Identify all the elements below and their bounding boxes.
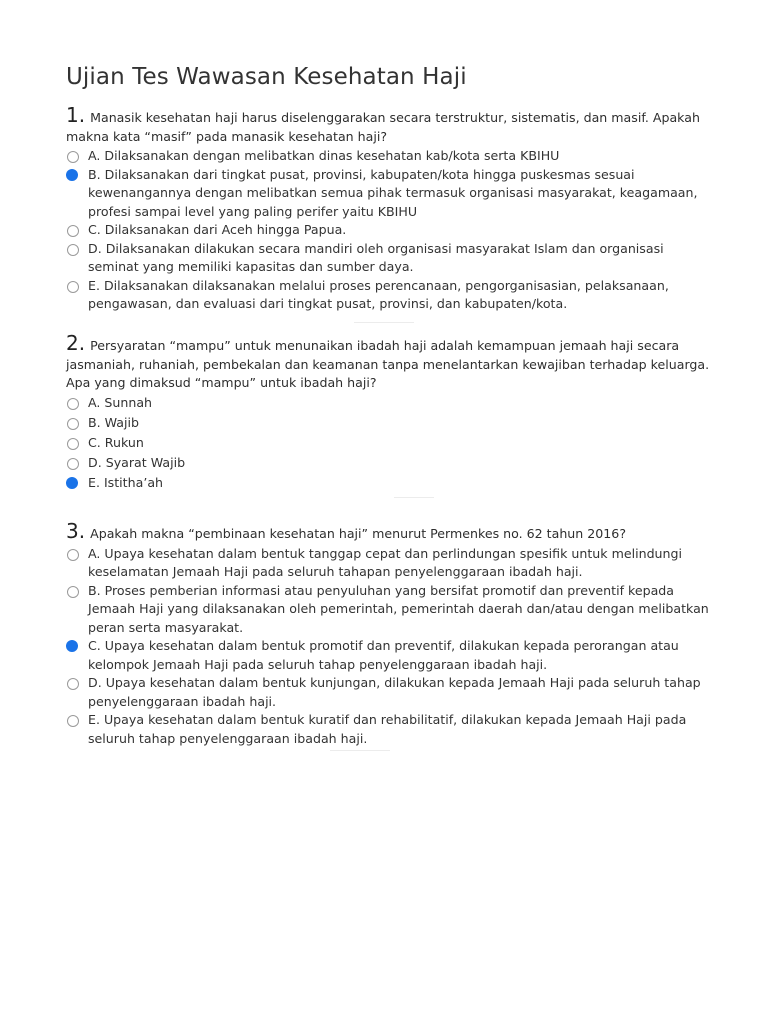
question-1-option-e[interactable] bbox=[66, 277, 716, 314]
option-label: D. Upaya kesehatan dalam bentuk kunjungan, dilakukan kepada Jemaah Haji pada seluruh tahap penyelenggaraan ibadah haji. bbox=[88, 675, 701, 709]
option-label: A. Upaya kesehatan dalam bentuk tanggap cepat dan perlindungan spesifik untuk melindungi keselamatan Jemaah Haji pada seluruh tahapan penyelenggaraan ibadah haji. bbox=[88, 545, 683, 579]
question-3 bbox=[66, 519, 716, 748]
radio-button[interactable] bbox=[67, 398, 79, 410]
radio-button[interactable] bbox=[67, 225, 79, 237]
question-2-number: 2. bbox=[66, 331, 86, 355]
question-1-option-a[interactable] bbox=[66, 147, 716, 166]
radio-button-selected[interactable] bbox=[66, 169, 78, 181]
option-label: A. Dilaksanakan dengan melibatkan dinas kesehatan kab/kota serta KBIHU bbox=[88, 148, 560, 163]
option-label: A. Sunnah bbox=[88, 394, 153, 410]
question-1-options bbox=[66, 147, 716, 314]
radio-button[interactable] bbox=[67, 418, 79, 430]
option-label: C. Rukun bbox=[88, 434, 144, 450]
question-2-option-c[interactable] bbox=[66, 434, 716, 453]
question-3-option-e[interactable] bbox=[66, 711, 716, 748]
question-2-options bbox=[66, 394, 716, 493]
radio-button-selected[interactable] bbox=[66, 640, 78, 652]
question-3-option-c[interactable] bbox=[66, 637, 716, 674]
question-3-option-b[interactable] bbox=[66, 582, 716, 638]
radio-button[interactable] bbox=[67, 458, 79, 470]
radio-button[interactable] bbox=[67, 715, 79, 727]
radio-button[interactable] bbox=[67, 549, 79, 561]
question-2-option-d[interactable] bbox=[66, 454, 716, 473]
question-1-option-b[interactable] bbox=[66, 166, 716, 222]
question-3-option-d[interactable] bbox=[66, 674, 716, 711]
radio-button[interactable] bbox=[67, 586, 79, 598]
option-label: B. Dilaksanakan dari tingkat pusat, provinsi, kabupaten/kota hingga puskesmas sesuai kewenangannya dengan melibatkan semua pihak termasuk organisasi masyarakat, keagamaan, profesi sampai level yang paling perifer yaitu KBIHU bbox=[88, 166, 698, 219]
radio-button-selected[interactable] bbox=[66, 477, 78, 489]
option-label: C. Upaya kesehatan dalam bentuk promotif dan preventif, dilakukan kepada perorangan atau kelompok Jemaah Haji pada seluruh tahap penyelenggaraan ibadah haji. bbox=[88, 638, 679, 672]
option-label: B. Wajib bbox=[88, 414, 140, 430]
question-3-option-a[interactable] bbox=[66, 545, 716, 582]
option-label: B. Proses pemberian informasi atau penyuluhan yang bersifat promotif dan preventif kepada Jemaah Haji yang dilaksanakan oleh pemerintah, pemerintah daerah dan/atau dengan melibatkan peran serta masyarakat. bbox=[88, 582, 709, 635]
radio-button[interactable] bbox=[67, 244, 79, 256]
option-label: C. Dilaksanakan dari Aceh hingga Papua. bbox=[88, 222, 347, 237]
question-2-option-b[interactable] bbox=[66, 414, 716, 433]
question-2-text bbox=[66, 331, 716, 393]
question-3-prompt: Apakah makna “pembinaan kesehatan haji” menurut Permenkes no. 62 tahun 2016? bbox=[90, 526, 627, 541]
option-label: D. Dilaksanakan dilakukan secara mandiri oleh organisasi masyarakat Islam dan organisasi seminat yang memiliki kapasitas dan sumber daya. bbox=[88, 240, 664, 274]
option-label: E. Dilaksanakan dilaksanakan melalui proses perencanaan, pengorganisasian, pelaksanaan, pengawasan, dan evaluasi dari tingkat pusat, provinsi, dan kabupaten/kota. bbox=[88, 277, 669, 311]
question-3-options bbox=[66, 545, 716, 749]
question-1-prompt: Manasik kesehatan haji harus diselenggarakan secara terstruktur, sistematis, dan masif. Apakah makna kata “masif” pada manasik kesehatan haji? bbox=[66, 110, 700, 144]
radio-button[interactable] bbox=[67, 678, 79, 690]
question-3-number: 3. bbox=[66, 519, 86, 543]
question-1 bbox=[66, 103, 716, 314]
question-2-option-e[interactable] bbox=[66, 474, 716, 493]
radio-button[interactable] bbox=[67, 151, 79, 163]
question-2 bbox=[66, 331, 716, 494]
option-label: D. Syarat Wajib bbox=[88, 454, 186, 470]
question-3-text bbox=[66, 519, 716, 544]
question-1-number: 1. bbox=[66, 103, 86, 127]
question-1-text bbox=[66, 103, 716, 146]
question-2-option-a[interactable] bbox=[66, 394, 716, 413]
radio-button[interactable] bbox=[67, 438, 79, 450]
section-divider bbox=[354, 322, 414, 323]
question-1-option-d[interactable] bbox=[66, 240, 716, 277]
option-label: E. Istitha’ah bbox=[88, 474, 164, 490]
radio-button[interactable] bbox=[67, 281, 79, 293]
page-title: Ujian Tes Wawasan Kesehatan Haji bbox=[66, 64, 467, 90]
section-divider bbox=[394, 497, 434, 498]
question-2-prompt: Persyaratan “mampu” untuk menunaikan ibadah haji adalah kemampuan jemaah haji secara jasmaniah, ruhaniah, pembekalan dan keamanan tanpa menelantarkan kewajiban terhadap keluarga. Apa yang dimaksud “mampu” untuk ibadah haji? bbox=[66, 338, 710, 390]
section-divider bbox=[330, 750, 390, 751]
option-label: E. Upaya kesehatan dalam bentuk kuratif dan rehabilitatif, dilakukan kepada Jemaah Haji pada seluruh tahap penyelenggaraan ibadah haji. bbox=[88, 712, 687, 746]
question-1-option-c[interactable] bbox=[66, 221, 716, 240]
